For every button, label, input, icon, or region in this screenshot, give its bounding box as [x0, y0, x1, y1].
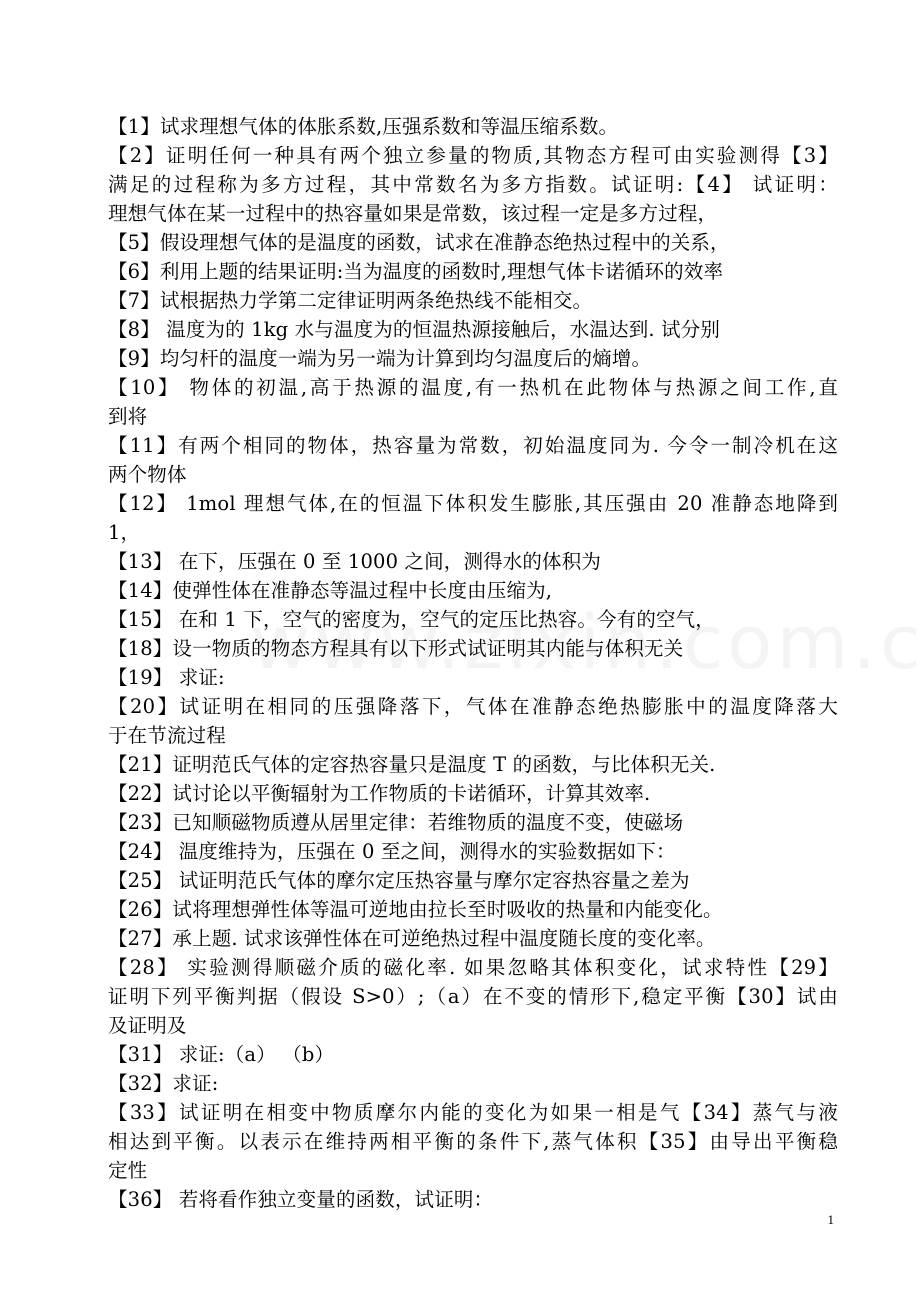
text-line: 两个物体 — [108, 463, 187, 486]
text-line: 【23】已知顺磁物质遵从居里定律：若维物质的温度不变，使磁场 — [108, 811, 684, 834]
text-line: 【25】 试证明范氏气体的摩尔定压热容量与摩尔定容热容量之差为 — [108, 869, 690, 892]
text-line: 定性 — [108, 1159, 148, 1182]
text-line: 【14】使弹性体在准静态等温过程中长度由压缩为, — [108, 579, 553, 602]
text-line: 【27】承上题. 试求该弹性体在可逆绝热过程中温度随长度的变化率。 — [108, 927, 716, 950]
text-line: 【33】试证明在相变中物质摩尔内能的变化为如果一相是气【34】蒸气与液 — [108, 1101, 838, 1124]
text-line: 【6】利用上题的结果证明:当为温度的函数时,理想气体卡诺循环的效率 — [108, 260, 724, 283]
page-number: 1 — [827, 1212, 834, 1227]
text-line: 【9】均匀杆的温度一端为另一端为计算到均匀温度后的熵增。 — [108, 347, 652, 370]
text-line: 【28】 实验测得顺磁介质的磁化率. 如果忽略其体积变化，试求特性【29】 — [108, 956, 838, 979]
text-line: 【11】有两个相同的物体，热容量为常数，初始温度同为. 今令一制冷机在这 — [108, 434, 838, 457]
text-line: 【22】试讨论以平衡辐射为工作物质的卡诺循环，计算其效率. — [108, 782, 651, 805]
text-line: 【21】证明范氏气体的定容热容量只是温度 T 的函数，与比体积无关. — [108, 753, 716, 776]
text-line: 【32】求证: — [108, 1072, 219, 1095]
text-line: 【2】证明任何一种具有两个独立参量的物质,其物态方程可由实验测得【3】 — [108, 144, 838, 167]
text-line: 【31】 求证:（a） （b） — [108, 1043, 335, 1066]
text-line: 【5】假设理想气体的是温度的函数，试求在准静态绝热过程中的关系， — [108, 231, 730, 254]
text-line: 【19】 求证: — [108, 666, 225, 689]
text-line: 到将 — [108, 405, 148, 428]
text-line: 理想气体在某一过程中的热容量如果是常数，该过程一定是多方过程， — [108, 202, 718, 225]
text-line: 【18】设一物质的物态方程具有以下形式试证明其内能与体积无关 — [108, 637, 684, 660]
text-line: 【8】 温度为的 1kg 水与温度为的恒温热源接触后，水温达到. 试分别 — [108, 318, 721, 341]
text-line: 【20】试证明在相同的压强降落下，气体在准静态绝热膨胀中的温度降落大 — [108, 695, 838, 718]
text-line: 【24】 温度维持为，压强在 0 至之间，测得水的实验数据如下： — [108, 840, 676, 863]
text-line: 【1】试求理想气体的体胀系数,压强系数和等温压缩系数。 — [108, 115, 619, 138]
text-line: 证明下列平衡判据（假设 S>0）;（a）在不变的情形下,稳定平衡【30】试由 — [108, 985, 838, 1008]
text-line: 满足的过程称为多方过程，其中常数名为多方指数。试证明:【4】 试证明： — [108, 173, 838, 196]
text-line: 【13】 在下，压强在 0 至 1000 之间，测得水的体积为 — [108, 550, 601, 573]
text-line: 【7】试根据热力学第二定律证明两条绝热线不能相交。 — [108, 289, 593, 312]
text-line: 【12】 1mol 理想气体,在的恒温下体积发生膨胀,其压强由 20 准静态地降到 — [108, 492, 838, 515]
document-body — [108, 112, 838, 1214]
text-line: 【26】试将理想弹性体等温可逆地由拉长至时吸收的热量和内能变化。 — [108, 898, 723, 921]
text-line: 【15】 在和 1 下，空气的密度为，空气的定压比热容。今有的空气， — [108, 608, 715, 631]
text-line: 【36】 若将看作独立变量的函数，试证明： — [108, 1188, 494, 1211]
text-line: 【10】 物体的初温,高于热源的温度,有一热机在此物体与热源之间工作,直 — [108, 376, 838, 399]
text-line: 于在节流过程 — [108, 724, 226, 747]
text-line: 相达到平衡。以表示在维持两相平衡的条件下,蒸气体积【35】由导出平衡稳 — [108, 1130, 838, 1153]
text-line: 及证明及 — [108, 1014, 187, 1037]
text-line: 1， — [108, 521, 141, 544]
